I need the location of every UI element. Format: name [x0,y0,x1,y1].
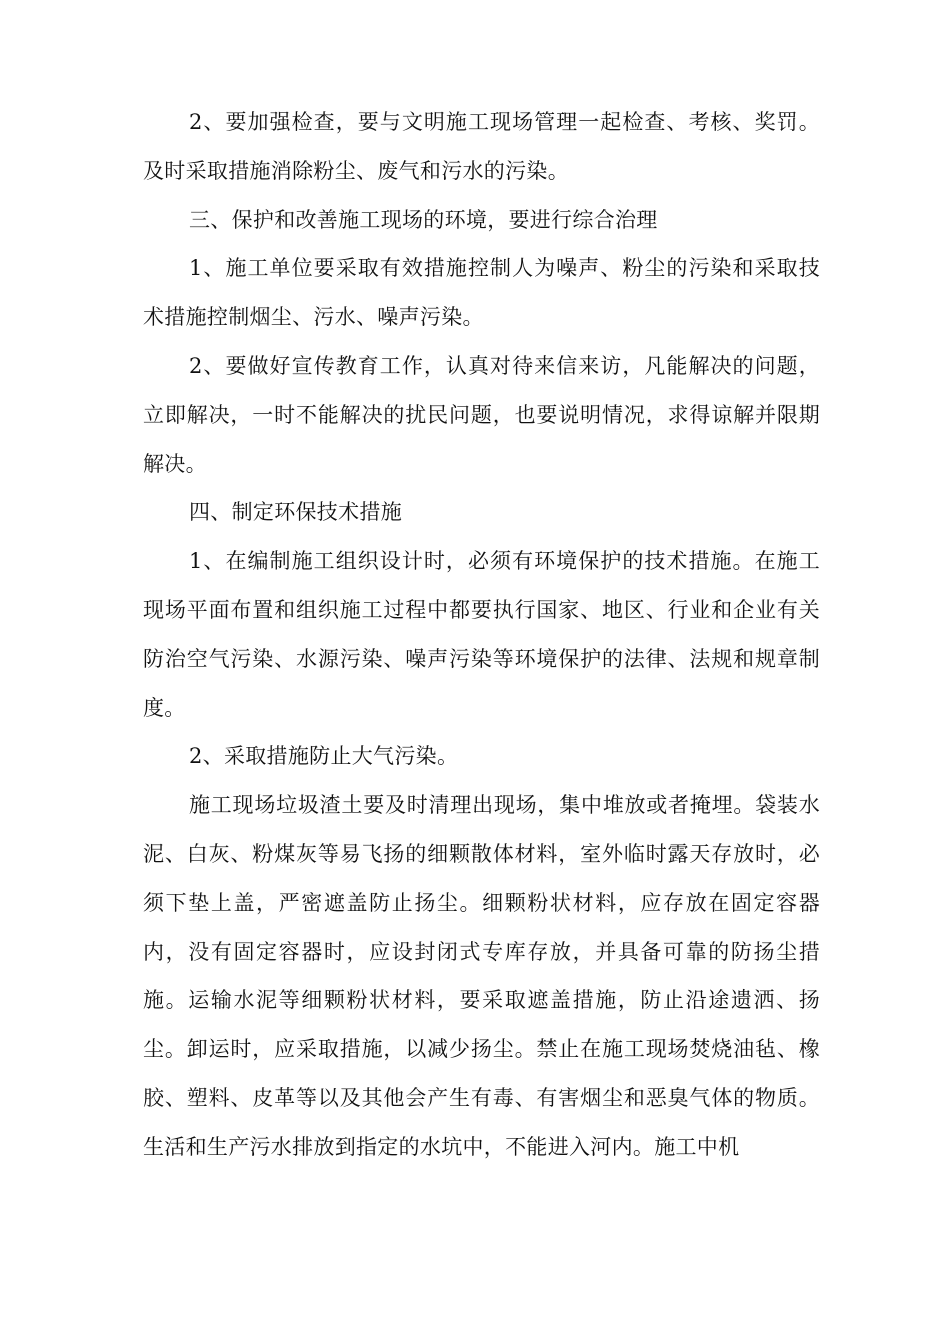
paragraph-site-waste: 施工现场垃圾渣土要及时清理出现场，集中堆放或者掩埋。袋装水泥、白灰、粉煤灰等易飞扬的细颗散体材料，室外临时露天存放时，必须下垫上盖，严密遮盖防止扬尘。细颗粉状材料，应存放在固定容器内，没有固定容器时，应设封闭式专库存放，并具备可靠的防扬尘措施。运输水泥等细颗粉状材料，要采取遮盖措施，防止沿途遗洒、扬尘。卸运时，应采取措施，以减少扬尘。禁止在施工现场焚烧油毡、橡胶、塑料、皮革等以及其他会产生有毒、有害烟尘和恶臭气体的物质。生活和生产污水排放到指定的水坑中，不能进入河内。施工中机 [143,793,820,1159]
document-body [143,98,820,1172]
heading-section-three: 三、保护和改善施工现场的环境，要进行综合治理 [189,207,658,232]
paragraph-noise-control: 1、施工单位要采取有效措施控制人为噪声、粉尘的污染和采取技术措施控制烟尘、污水、噪声污染。 [143,256,820,330]
paragraph-design-measures: 1、在编制施工组织设计时，必须有环境保护的技术措施。在施工现场平面布置和组织施工过程中都要执行国家、地区、行业和企业有关防治空气污染、水源污染、噪声污染等环境保护的法律、法规和规章制度。 [143,549,820,720]
paragraph-inspection: 2、要加强检查，要与文明施工现场管理一起检查、考核、奖罚。及时采取措施消除粉尘、废气和污水的污染。 [143,110,820,183]
paragraph-air-pollution: 2、采取措施防止大气污染。 [189,744,459,769]
heading-section-four: 四、制定环保技术措施 [189,500,402,525]
paragraph-publicity: 2、要做好宣传教育工作，认真对待来信来访，凡能解决的问题，立即解决，一时不能解决的扰民问题，也要说明情况，求得谅解并限期解决。 [143,353,820,476]
